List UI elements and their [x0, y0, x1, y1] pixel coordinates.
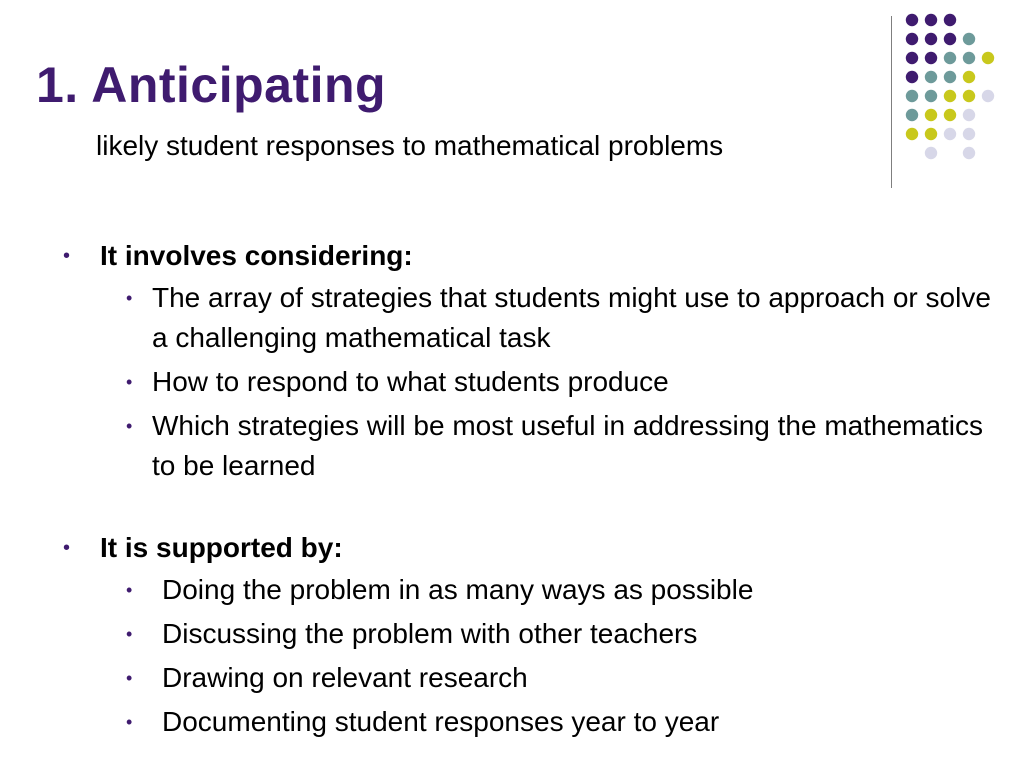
decorative-dot — [925, 128, 937, 140]
decorative-dot — [944, 33, 956, 45]
bullet-icon: • — [63, 245, 71, 267]
sub-bullet-list — [52, 278, 992, 486]
list-item-text: Drawing on relevant research — [162, 662, 528, 693]
decorative-dot — [925, 109, 937, 121]
decorative-dot — [925, 52, 937, 64]
bullet-icon: • — [126, 712, 133, 732]
decorative-dot — [963, 33, 975, 45]
list-item — [52, 406, 992, 486]
sub-bullet-list — [52, 570, 992, 742]
bullet-heading-text: It is supported by: — [100, 532, 343, 563]
bullet-group-considering — [52, 236, 992, 486]
decorative-dot — [963, 147, 975, 159]
bullet-group-supported-by — [52, 528, 992, 742]
decorative-dot — [944, 71, 956, 83]
decorative-dot — [925, 71, 937, 83]
list-item — [52, 362, 992, 402]
bullet-heading-text: It involves considering: — [100, 240, 413, 271]
bullet-icon: • — [126, 580, 133, 600]
list-item — [52, 702, 992, 742]
bullet-heading — [52, 528, 992, 568]
slide-title: 1. Anticipating — [36, 57, 387, 113]
decorative-dot — [906, 109, 918, 121]
list-item — [52, 570, 992, 610]
decorative-dot — [906, 71, 918, 83]
decorative-dot — [906, 90, 918, 102]
title-divider — [891, 16, 892, 188]
list-item-text: Doing the problem in as many ways as possible — [162, 574, 754, 605]
decorative-dot — [906, 128, 918, 140]
decorative-dot — [982, 90, 994, 102]
list-item-text: Discussing the problem with other teachers — [162, 618, 698, 649]
slide-subtitle: likely student responses to mathematical problems — [96, 130, 724, 161]
list-item-text: The array of strategies that students might use to approach or solve a challenging mathematical task — [152, 282, 991, 353]
bullet-icon: • — [126, 624, 133, 644]
bullet-icon: • — [126, 668, 133, 688]
list-item — [52, 278, 992, 358]
bullet-icon: • — [63, 537, 71, 559]
bullet-heading — [52, 236, 992, 276]
decorative-dot — [963, 90, 975, 102]
decorative-dot — [925, 147, 937, 159]
decorative-dot-grid — [904, 12, 1016, 172]
slide-body — [52, 236, 992, 746]
list-item — [52, 614, 992, 654]
decorative-dot — [963, 71, 975, 83]
bullet-icon: • — [126, 288, 133, 308]
list-item-text: Which strategies will be most useful in addressing the mathematics to be learned — [152, 410, 984, 481]
list-item — [52, 658, 992, 698]
bullet-icon: • — [126, 372, 133, 392]
decorative-dot — [963, 128, 975, 140]
list-item-text: How to respond to what students produce — [152, 366, 669, 397]
decorative-dot — [944, 52, 956, 64]
decorative-dot — [925, 33, 937, 45]
decorative-dot — [963, 109, 975, 121]
decorative-dot — [925, 14, 937, 26]
decorative-dot — [906, 33, 918, 45]
decorative-dot — [906, 52, 918, 64]
list-item-text: Documenting student responses year to year — [162, 706, 720, 737]
decorative-dot — [906, 14, 918, 26]
decorative-dot — [944, 14, 956, 26]
decorative-dot — [925, 90, 937, 102]
decorative-dot — [944, 90, 956, 102]
decorative-dot — [944, 128, 956, 140]
decorative-dot — [944, 109, 956, 121]
bullet-icon: • — [126, 416, 133, 436]
decorative-dot — [982, 52, 994, 64]
decorative-dot — [963, 52, 975, 64]
